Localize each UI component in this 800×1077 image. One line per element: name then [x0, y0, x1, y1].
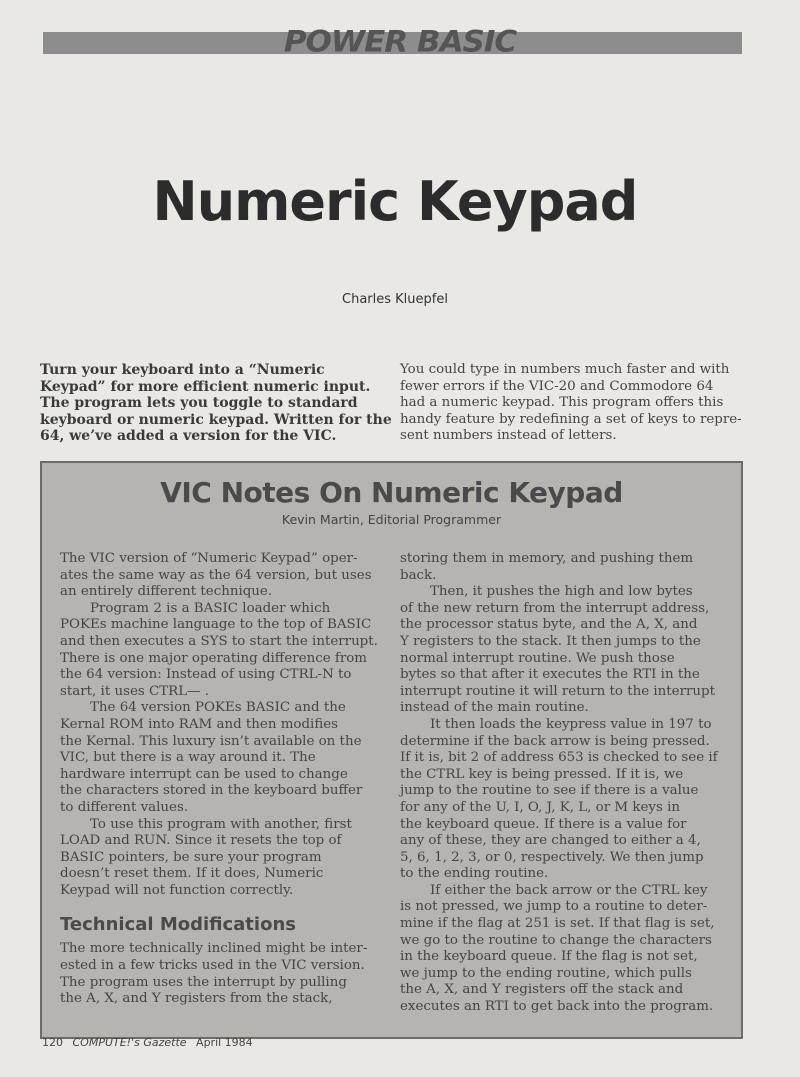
text-line: an entirely different technique.: [60, 584, 273, 600]
text-line: keyboard or numeric keypad. Written for the: [40, 411, 392, 428]
article-title: Numeric Keypad: [152, 170, 638, 233]
text-line: Then, it pushes the high and low bytes: [430, 584, 693, 600]
text-line: Kernal ROM into RAM and then modifies: [60, 716, 339, 732]
text-line: we jump to the ending routine, which pulls: [400, 965, 692, 981]
text-line: the keyboard queue. If there is a value for: [400, 816, 687, 832]
section-label: POWER BASIC: [283, 24, 517, 60]
text-line: the 64 version: Instead of using CTRL-N to: [60, 667, 352, 683]
text-line: in the keyboard queue. If the flag is not set,: [400, 949, 698, 965]
text-line: of the new return from the interrupt address,: [400, 600, 710, 616]
text-line: If it is, bit 2 of address 653 is checked to see if: [400, 750, 718, 766]
text-line: Turn your keyboard into a “Numeric: [40, 362, 325, 378]
sidebar-left-column: [60, 551, 378, 1008]
text-line: fewer errors if the VIC-20 and Commodore 64: [400, 378, 714, 394]
text-line: determine if the back arrow is being pressed.: [400, 733, 710, 749]
magazine-name: COMPUTE!'s Gazette: [72, 1036, 187, 1049]
text-line: The VIC version of “Numeric Keypad” oper-: [60, 551, 358, 566]
text-line: ested in a few tricks used in the VIC version.: [60, 958, 365, 974]
text-line: instead of the main routine.: [400, 700, 589, 716]
text-line: The 64 version POKEs BASIC and the: [90, 700, 346, 716]
article-author: Charles Kluepfel: [342, 292, 448, 307]
text-line: jump to the routine to see if there is a value: [400, 783, 699, 799]
text-line: To use this program with another, first: [90, 816, 352, 832]
text-line: VIC, but there is a way around it. The: [60, 750, 316, 766]
text-line: You could type in numbers much faster and with: [400, 362, 730, 377]
intro-paragraph: [400, 362, 742, 445]
text-line: It then loads the keypress value in 197 to: [430, 716, 712, 732]
text-line: POKEs machine language to the top of BASIC: [60, 617, 372, 633]
text-line: back.: [400, 567, 437, 583]
text-line: The more technically inclined might be inter-: [60, 941, 368, 957]
text-line: to the ending routine.: [400, 866, 549, 882]
text-line: is not pressed, we jump to a routine to deter-: [400, 899, 708, 915]
text-line: interrupt routine it will return to the interrupt: [400, 683, 715, 699]
text-line: any of these, they are changed to either a 4,: [400, 833, 701, 849]
text-line: to different values.: [60, 799, 189, 815]
sidebar-title: VIC Notes On Numeric Keypad: [160, 476, 623, 509]
text-line: and then executes a SYS to start the interrupt.: [60, 633, 378, 649]
intro-deck: [40, 362, 392, 445]
sidebar-byline: Kevin Martin, Editorial Programmer: [281, 512, 502, 527]
text-line: the CTRL key is being pressed. If it is, we: [400, 766, 684, 782]
text-line: Program 2 is a BASIC loader which: [90, 600, 331, 616]
issue-date: April 1984: [196, 1036, 253, 1049]
subheading-technical-modifications: Technical Modifications: [60, 914, 296, 936]
text-line: There is one major operating difference from: [60, 650, 367, 666]
text-line: for any of the U, I, O, J, K, L, or M keys in: [400, 799, 680, 815]
text-line: start, it uses CTRL— .: [60, 683, 210, 699]
text-line: doesn’t reset them. If it does, Numeric: [60, 866, 324, 882]
text-line: the A, X, and Y registers off the stack and: [400, 982, 684, 998]
page-number: 120: [42, 1036, 63, 1049]
text-line: the processor status byte, and the A, X, and: [400, 617, 698, 633]
text-line: If either the back arrow or the CTRL key: [430, 882, 708, 898]
text-line: The program lets you toggle to standard: [40, 395, 358, 412]
text-line: the Kernal. This luxury isn’t available on the: [60, 733, 362, 749]
text-line: storing them in memory, and pushing them: [400, 551, 694, 566]
text-line: Y registers to the stack. It then jumps to the: [400, 633, 701, 649]
text-line: hardware interrupt can be used to change: [60, 766, 348, 782]
text-line: handy feature by redefining a set of keys to repre-: [400, 411, 742, 427]
text-line: bytes so that after it executes the RTI in the: [400, 667, 700, 683]
text-line: 64, we’ve added a version for the VIC.: [40, 428, 337, 445]
text-line: Keypad will not function correctly.: [60, 882, 294, 898]
text-line: executes an RTI to get back into the program.: [400, 999, 714, 1015]
text-line: Keypad” for more efficient numeric input.: [40, 378, 371, 395]
text-line: ates the same way as the 64 version, but uses: [60, 567, 372, 583]
text-line: BASIC pointers, be sure your program: [60, 849, 322, 865]
text-line: we go to the routine to change the characters: [400, 932, 712, 948]
text-line: sent numbers instead of letters.: [400, 428, 617, 444]
text-line: mine if the flag at 251 is set. If that flag is set,: [400, 916, 715, 932]
text-line: had a numeric keypad. This program offers this: [400, 395, 724, 411]
page-footer: [42, 1036, 253, 1049]
text-line: The program uses the interrupt by pulling: [60, 974, 347, 990]
text-line: the A, X, and Y registers from the stack,: [60, 991, 333, 1007]
text-line: the characters stored in the keyboard buffer: [60, 783, 363, 799]
sidebar-right-column: [400, 551, 718, 1016]
text-line: 5, 6, 1, 2, 3, or 0, respectively. We then jump: [400, 849, 704, 865]
text-line: normal interrupt routine. We push those: [400, 650, 675, 666]
text-line: LOAD and RUN. Since it resets the top of: [60, 833, 342, 849]
